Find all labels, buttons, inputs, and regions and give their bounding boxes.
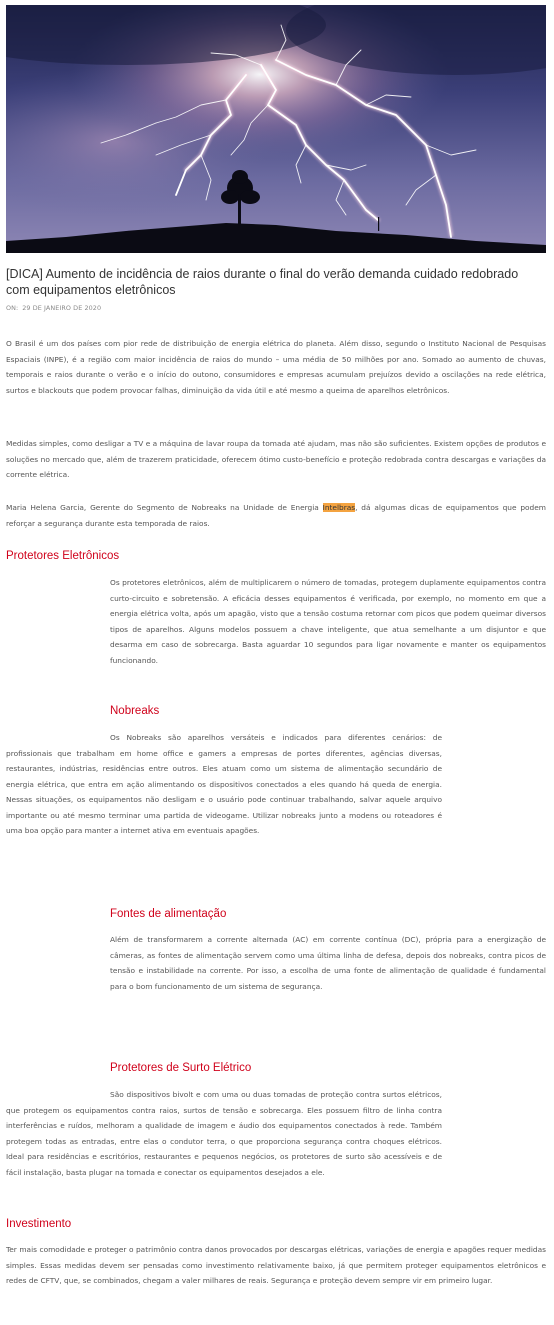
heading-investimento: Investimento [6,1218,72,1230]
intelbras-link[interactable]: Intelbras [322,503,356,512]
p3-text-after: , dá algumas dicas de equipamentos que podem reforçar a segurança durante esta temporada de raios. [6,503,546,528]
surto-paragraph: São dispositivos bivolt e com uma ou duas tomadas de proteção contra surtos elétricos, que protegem os equipamentos contra raios, surtos de tensão e sobrecarga. Eles possuem filtro de linha contra interferências e ruídos, melhoram a qualidade de imagem e áudio dos equipamentos conectados à rede. Também protegem todas as entradas, entre elas o condutor terra, o que proporciona segurança contra choques elétricos. Ideal para residências e escritórios, restaurantes e pequenos negócios, os protetores de surto são acessíveis e de fácil instalação, basta plugar na tomada e conectar os equipamentos desejados a ele. [6,1090,442,1177]
meta-prefix: ON: [6,304,19,312]
heading-protetores-de-surto: Protetores de Surto Elétrico [110,1062,252,1074]
p3-text-before: Maria Helena Garcia, Gerente do Segmento de Nobreaks na Unidade de Energia [6,503,323,512]
lightning-storm-image [6,5,546,253]
intro-paragraph-1: O Brasil é um dos países com pior rede de distribuição de energia elétrica do planeta. Além disso, segundo o Instituto Nacional de Pesquisas Espaciais (INPE), é a região com maior incidência de raios do mundo – uma média de 50 milhões por ano. Somado ao aumento de chuvas, temporais e raios durante o verão e o início do outono, consumidores e empresas acumulam prejuízos devido a oscilações na rede elétrica, surtos e blackouts que podem provocar falhas, diminuição da vida útil e até mesmo a queima de aparelhos eletrônicos. [6,339,546,395]
heading-nobreaks: Nobreaks [110,705,160,717]
nobreaks-paragraph: Os Nobreaks são aparelhos versáteis e indicados para diferentes cenários: de profissionais que trabalham em home office e gamers a empresas de portes diferentes, agências diversas, restaurantes, indústrias, residências entre outros. Eles atuam como um sistema de alimentação secundário de energia elétrica, que entra em ação alimentando os dispositivos conectados a eles quando há queda de energia. Nessas situações, os equipamentos não desligam e o usuário pode continuar trabalhando, salvar aquele arquivo importante ou até mesmo terminar uma partida de videogame. Utilizar nobreaks junto a modens ou roteadores é uma boa opção para manter a internet ativa em eventuais apagões. [6,733,442,835]
heading-fontes-de-alimentacao: Fontes de alimentação [110,908,227,920]
heading-protetores-eletronicos: Protetores Eletrônicos [6,550,120,562]
intro-paragraph-3 [6,500,546,531]
intro-paragraph-2: Medidas simples, como desligar a TV e a máquina de lavar roupa da tomada até ajudam, mas não são suficientes. Existem opções de produtos e soluções no mercado que, além de trazerem praticidade, oferecem ótimo custo-benefício e proteção redobrada contra descargas e variações da corrente elétrica. [6,439,546,479]
investimento-paragraph: Ter mais comodidade e proteger o patrimônio contra danos provocados por descargas elétricas, variações de energia e apagões requer medidas simples. Essas medidas devem ser pensadas como investimento relativamente baixo, já que permitem proteger equipamentos eletrônicos e redes de CFTV, que, se combinados, chegam a valer milhares de reais. Segurança e proteção devem sempre vir em primeiro lugar. [6,1245,546,1285]
article-title: [DICA] Aumento de incidência de raios durante o final do verão demanda cuidado redobrado com equipamentos eletrônicos [6,267,519,297]
protetores-paragraph: Os protetores eletrônicos, além de multiplicarem o número de tomadas, protegem duplamente equipamentos contra curto-circuito e sobretensão. A eficácia desses equipamentos é verificada, por exemplo, no momento em que a energia elétrica volta, após um apagão, visto que a tensão costuma retornar com picos que podem queimar diversos tipos de aparelhos. Alguns modelos possuem a chave inteligente, que atua semelhante a um disjuntor e que desarma em caso de sobrecarga. Basta aguardar 10 segundos para ligar novamente e manter os equipamentos funcionando. [110,578,546,665]
post-meta [6,304,105,312]
fontes-paragraph: Além de transformarem a corrente alternada (AC) em corrente contínua (DC), própria para a energização de câmeras, as fontes de alimentação servem como uma última linha de defesa, depois dos nobreaks, contra picos de tensão e instabilidade na corrente. Por isso, a escolha de uma fonte de alimentação de qualidade é fundamental para o bom funcionamento de um sistema de segurança. [110,935,546,991]
post-date: 29 DE JANEIRO DE 2020 [22,304,102,312]
